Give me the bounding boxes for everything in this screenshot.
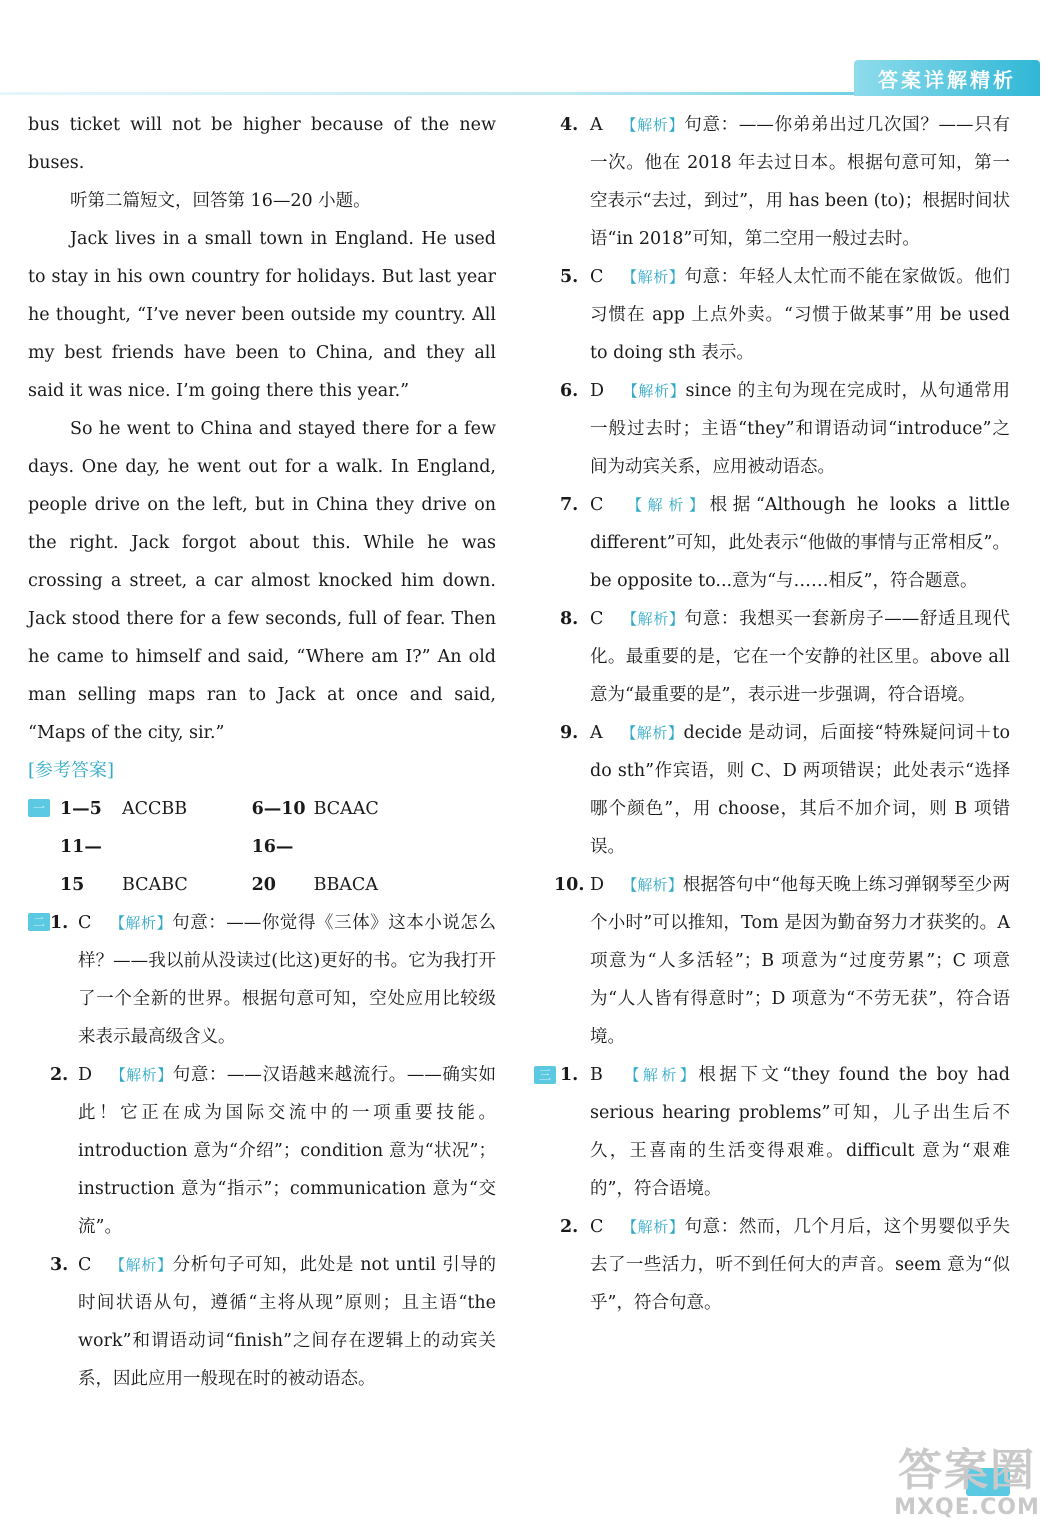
analysis-tag: 【解析】: [622, 382, 686, 400]
item-number: 2.: [50, 1065, 69, 1085]
answer-value: BCAAC: [313, 799, 379, 819]
item-option: D: [590, 381, 605, 401]
item-option: B: [590, 1065, 603, 1085]
answer-item: [560, 714, 1010, 866]
answer-item: [560, 372, 1010, 486]
answer-range: 1—5: [60, 799, 102, 819]
item-text: 根据“Although he looks a little different”可知，此处表示“他做的事情与正常相反”。be opposite to...意为“与……相反”，符合题意。: [590, 495, 1010, 591]
answer-item: [560, 258, 1010, 372]
item-text: 句意：——你弟弟出过几次国？——只有一次。他在 2018 年去过日本。根据句意可知，第一空表示“去过，到过”，用 has been (to)；根据时间状语“in 2018”可知，第二空用一般过去时。: [590, 115, 1010, 249]
item-number: 1.: [560, 1065, 579, 1085]
item-text: 根据答句中“他每天晚上练习弹钢琴至少两个小时”可以推知，Tom 是因为勤奋努力才获奖的。A 项意为“人多活轻”；B 项意为“过度劳累”；C 项意为“人人皆有得意时”；D 项意为“不劳无获”，符合语境。: [590, 875, 1010, 1047]
analysis-tag: 【解析】: [621, 610, 685, 628]
item-text: decide 是动词，后面接“特殊疑问词＋to do sth”作宾语，则 C、D 两项错误；此处表示“选择哪个颜色”，用 choose，其后不加介词，则 B 项错误。: [590, 723, 1010, 857]
item-text: 句意：我想买一套新房子——舒适且现代化。最重要的是，它在一个安静的社区里。above all 意为“最重要的是”，表示进一步强调，符合语境。: [590, 609, 1010, 705]
analysis-tag: 【解析】: [620, 1066, 699, 1084]
answer-row: [28, 790, 496, 828]
paragraph: bus ticket will not be higher because of the new buses.: [28, 115, 496, 173]
analysis-tag: 【解析】: [620, 724, 684, 742]
item-option: A: [590, 115, 603, 135]
item-number: 10.: [554, 875, 585, 895]
item-number: 8.: [560, 609, 579, 629]
header-tab: [854, 60, 1040, 96]
answer-item: [28, 904, 496, 1056]
item-number: 9.: [560, 723, 579, 743]
item-text: 句意：年轻人太忙而不能在家做饭。他们习惯在 app 上点外卖。“习惯于做某事”用 be used to doing sth 表示。: [590, 267, 1010, 363]
answer-item: [560, 486, 1010, 600]
analysis-tag: 【解析】: [109, 914, 173, 932]
left-column: [28, 106, 496, 1398]
answer-row: [28, 828, 496, 904]
answer-range: 11—15: [60, 837, 102, 895]
answer-value: ACCBB: [122, 799, 188, 819]
item-text: 分析句子可知，此处是 not until 引导的时间状语从句，遵循“主将从现”原则；且主语“the work”和谓语动词“finish”之间存在逻辑上的动宾关系，因此应用一般现在时的被动语态。: [78, 1255, 496, 1389]
answer-value: BCABC: [122, 875, 188, 895]
section-badge: 三: [534, 1066, 556, 1084]
item-option: C: [590, 495, 604, 515]
item-text: 句意：——汉语越来越流行。——确实如此！它正在成为国际交流中的一项重要技能。introduction 意为“介绍”；condition 意为“状况”；instruction 意为“指示”；communication 意为“交流”。: [78, 1065, 496, 1237]
answer-range: 6—10: [251, 799, 306, 819]
item-option: C: [78, 913, 92, 933]
analysis-tag: 【解析】: [622, 876, 683, 894]
item-option: C: [590, 609, 604, 629]
answer-item: [536, 1056, 1010, 1208]
section-badge: 二: [28, 913, 50, 931]
reference-answer-label: [参考答案]: [28, 760, 115, 781]
item-number: 5.: [560, 267, 579, 287]
answer-item: [560, 600, 1010, 714]
analysis-tag: 【解析】: [109, 1256, 173, 1274]
item-number: 3.: [50, 1255, 69, 1275]
item-number: 4.: [560, 115, 579, 135]
answer-range: 16—20: [251, 837, 294, 895]
analysis-tag: 【解析】: [621, 496, 710, 514]
analysis-tag: 【解析】: [110, 1066, 173, 1084]
paragraph: 听第二篇短文，回答第 16—20 小题。: [70, 191, 371, 211]
answer-item: [560, 1208, 1010, 1322]
item-option: C: [590, 1217, 604, 1237]
item-text: since 的主句为现在完成时，从句通常用一般过去时；主语“they”和谓语动词“introduce”之间为动宾关系，应用被动语态。: [590, 381, 1010, 477]
watermark-url: MXQE.COM: [894, 1495, 1040, 1520]
item-option: C: [78, 1255, 92, 1275]
paragraph: So he went to China and stayed there for a few days. One day, he went out for a walk. In England, people drive on the left, but in China they drive on the right. Jack forgot about this. While he was crossing a street, a car almost knocked him down. Jack stood there for a few seconds, full of fear. Then he came to himself and said, “Where am I?” An old man selling maps ran to Jack at once and said, “Maps of the city, sir.”: [28, 419, 496, 743]
answer-item: [560, 106, 1010, 258]
answer-item: [28, 1056, 496, 1246]
item-option: A: [590, 723, 603, 743]
item-number: 7.: [560, 495, 579, 515]
watermark-text: 答案圈: [898, 1445, 1036, 1496]
paragraph: Jack lives in a small town in England. He used to stay in his own country for holidays. But last year he thought, “I’ve never been outside my country. All my best friends have been to China, and they all said it was nice. I’m going there this year.”: [28, 229, 496, 401]
analysis-tag: 【解析】: [620, 116, 685, 134]
answer-value: BBACA: [313, 875, 378, 895]
right-column: [538, 106, 1010, 1322]
item-number: 1.: [50, 913, 69, 933]
answer-item: [554, 866, 1010, 1056]
header-tab-label: 答案详解精析: [878, 67, 1016, 92]
item-text: 句意：——你觉得《三体》这本小说怎么样？——我以前从没读过(比这)更好的书。它为我打开了一个全新的世界。根据句意可知，空处应用比较级来表示最高级含义。: [78, 913, 496, 1047]
item-number: 2.: [560, 1217, 579, 1237]
item-text: 根据下文“they found the boy had serious hearing problems”可知，儿子出生后不久，王喜南的生活变得艰难。difficult 意为“艰难的”，符合语境。: [590, 1065, 1010, 1199]
section-badge: 一: [28, 799, 50, 817]
item-option: C: [590, 267, 604, 287]
item-number: 6.: [560, 381, 579, 401]
item-option: D: [78, 1065, 93, 1085]
watermark-logo: [892, 1446, 1042, 1526]
item-option: D: [590, 875, 605, 895]
answer-item: [28, 1246, 496, 1398]
analysis-tag: 【解析】: [621, 268, 685, 286]
item-text: 句意：然而，几个月后，这个男婴似乎失去了一些活力，听不到任何大的声音。seem 意为“似乎”，符合句意。: [590, 1217, 1010, 1313]
analysis-tag: 【解析】: [621, 1218, 685, 1236]
